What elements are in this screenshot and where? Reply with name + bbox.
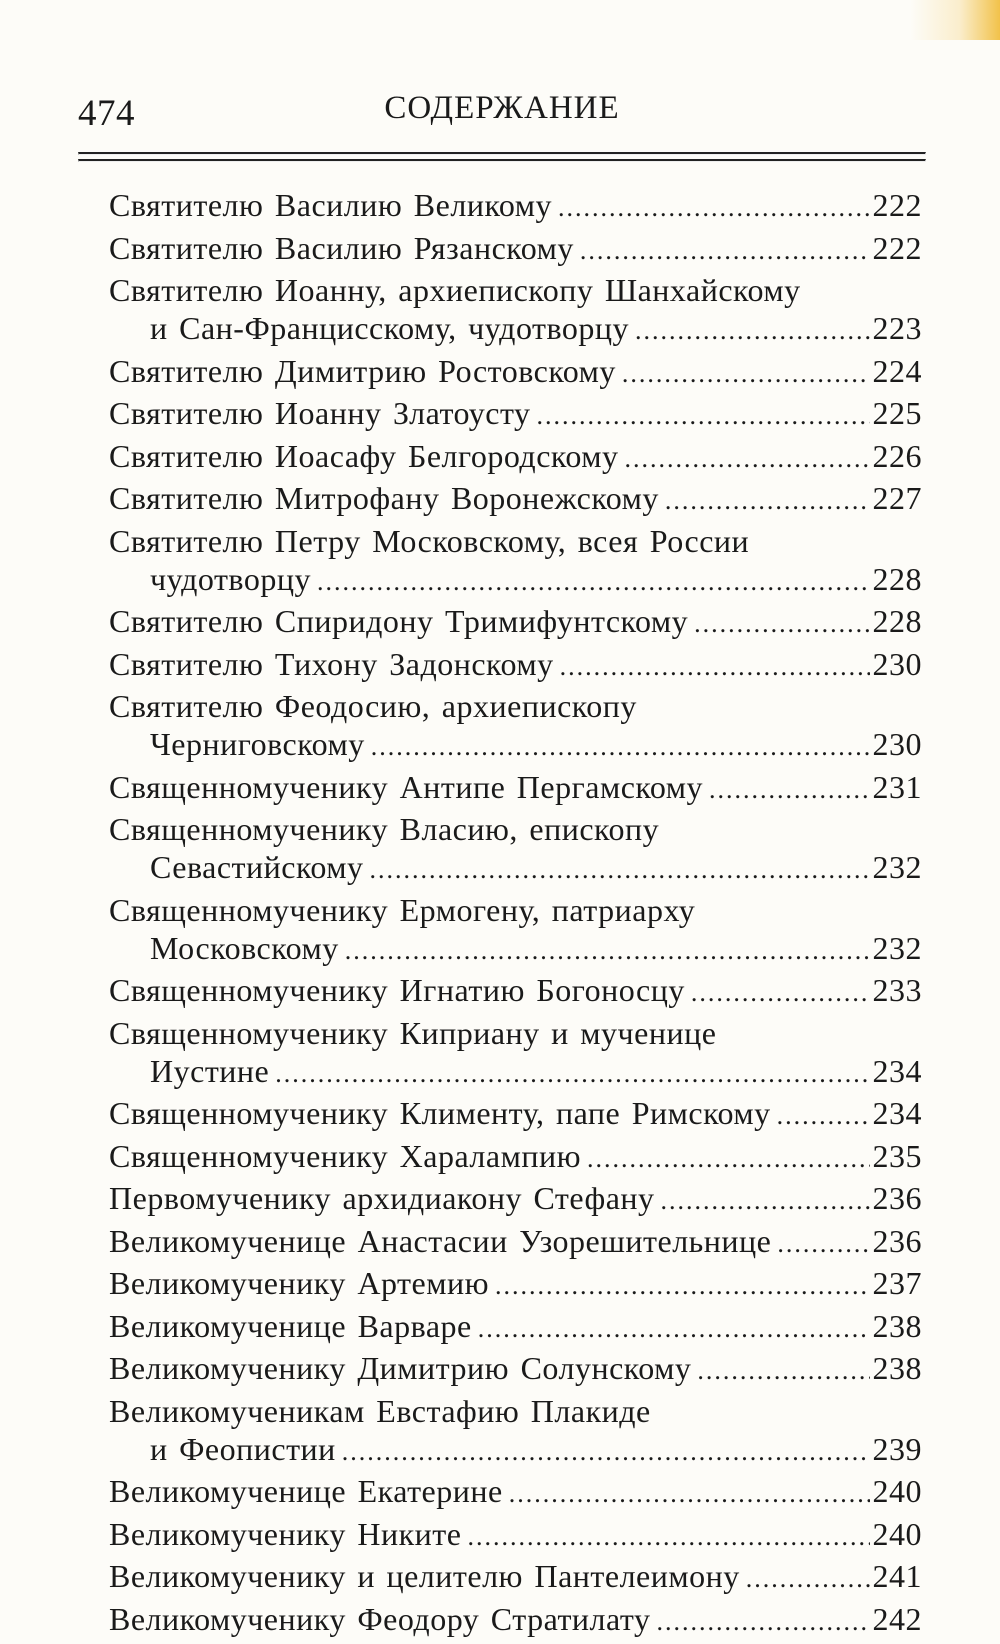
toc-entry-title: Святителю Митрофану Воронежскому	[109, 480, 659, 516]
toc-entry-continuation	[109, 1430, 922, 1471]
dot-leader	[537, 397, 870, 435]
header-rule-bottom	[78, 159, 926, 162]
toc-entry-title: Святителю Иоанну Златоусту	[109, 395, 531, 431]
toc-entry-title: Великомученику Никите	[109, 1515, 462, 1552]
toc-entry	[109, 479, 922, 520]
toc-entry-title: Святителю Василию Рязанскому	[109, 229, 574, 266]
toc-entry	[109, 768, 922, 809]
toc-entry-title-line2: Черниговскому	[150, 726, 365, 762]
toc-entry	[109, 687, 922, 766]
toc-entry-title-line1: Святителю Иоанну, архиепископу Шанхайскому	[109, 272, 801, 308]
dot-leader	[624, 440, 869, 478]
toc-entry	[109, 602, 922, 643]
toc-entry-title: Великомученице Анастасии Узорешительнице	[109, 1222, 772, 1259]
toc-entry-title: Священномученику Клименту, папе Римскому	[109, 1095, 771, 1131]
dot-leader	[587, 1140, 870, 1178]
toc-entry-page: 231	[872, 768, 922, 805]
toc-entry-title-line1: Священномученику Власию, епископу	[109, 811, 660, 847]
toc-entry	[109, 271, 922, 350]
toc-entry-page: 232	[872, 849, 922, 885]
toc-entry-page: 227	[872, 480, 922, 516]
dot-leader	[342, 1433, 870, 1471]
toc-entry	[109, 1094, 922, 1135]
toc-entry	[109, 352, 922, 393]
toc-entry-page: 241	[872, 1558, 922, 1594]
toc-entry-title-line1: Святителю Феодосию, архиепископу	[109, 688, 637, 724]
toc-entry-page: 237	[872, 1265, 922, 1301]
toc-entry-page: 222	[872, 229, 922, 266]
toc-entry	[109, 229, 922, 270]
toc-entry-title: Святителю Димитрию Ростовскому	[109, 352, 616, 389]
header-rule-top	[78, 152, 926, 155]
dot-leader	[656, 1603, 869, 1641]
toc-entry-continuation	[109, 725, 922, 766]
toc-entry	[109, 1600, 922, 1641]
toc-entry-title-line1: Священномученику Ермогену, патриарху	[109, 891, 696, 928]
toc-entry-page: 230	[872, 726, 922, 762]
toc-entry-page: 226	[872, 437, 922, 474]
toc-entry	[109, 1515, 922, 1556]
toc-entry-page: 236	[872, 1180, 922, 1216]
dot-leader	[580, 232, 870, 270]
dot-leader	[558, 189, 870, 227]
toc-entry	[109, 1349, 922, 1390]
toc-entry	[109, 1472, 922, 1513]
toc-entry-continuation	[109, 560, 922, 601]
toc-entry-page: 236	[872, 1222, 922, 1259]
toc-entry-page: 228	[872, 603, 922, 639]
table-of-contents	[78, 186, 926, 1641]
toc-entry-continuation	[109, 848, 922, 889]
toc-entry-title-line2: и Феопистии	[150, 1430, 336, 1467]
toc-entry-title-line2: Севастийскому	[150, 849, 364, 885]
toc-entry	[109, 1392, 922, 1471]
toc-entry-title: Великомученице Варваре	[109, 1307, 472, 1344]
dot-leader	[697, 1352, 869, 1390]
toc-entry-title: Великомученику Димитрию Солунскому	[109, 1350, 692, 1386]
toc-entry-page: 223	[872, 310, 922, 346]
toc-entry-page: 240	[872, 1473, 922, 1509]
toc-entry-page: 224	[872, 352, 922, 389]
dot-leader	[691, 974, 870, 1012]
dot-leader	[622, 355, 870, 393]
toc-entry-page: 233	[872, 972, 922, 1008]
toc-entry-title: Святителю Иоасафу Белгородскому	[109, 437, 619, 474]
dot-leader	[467, 1518, 869, 1556]
toc-entry	[109, 1179, 922, 1220]
dot-leader	[694, 605, 869, 643]
toc-entry-title-line1: Великомученикам Евстафию Плакиде	[109, 1392, 651, 1429]
toc-entry-title: Священномученику Антипе Пергамскому	[109, 768, 703, 805]
dot-leader	[370, 851, 870, 889]
dot-leader	[317, 563, 870, 601]
toc-entry-title-line2: чудотворцу	[150, 560, 311, 597]
toc-entry-page: 238	[872, 1350, 922, 1386]
toc-entry-title-line1: Священномученику Киприану и мученице	[109, 1014, 717, 1051]
toc-entry-title: Великомученику Феодору Стратилату	[109, 1600, 651, 1637]
toc-entry	[109, 1307, 922, 1348]
dot-leader	[777, 1097, 870, 1135]
toc-entry-title-line2: Московскому	[150, 929, 339, 966]
toc-entry-page: 232	[872, 929, 922, 966]
dot-leader	[275, 1055, 869, 1093]
toc-entry-title: Священномученику Игнатию Богоносцу	[109, 972, 685, 1008]
toc-entry-page: 230	[872, 645, 922, 682]
toc-entry-page: 225	[872, 395, 922, 431]
dot-leader	[709, 771, 870, 809]
toc-entry-title: Святителю Спиридону Тримифунтскому	[109, 603, 689, 639]
toc-entry-page: 234	[872, 1095, 922, 1131]
dot-leader	[478, 1310, 870, 1348]
toc-entry-title: Святителю Тихону Задонскому	[109, 645, 554, 682]
toc-entry-title-line2: и Сан-Францисскому, чудотворцу	[150, 310, 630, 346]
toc-entry-title: Священномученику Харалампию	[109, 1137, 581, 1174]
toc-entry-page: 238	[872, 1307, 922, 1344]
toc-entry-page: 242	[872, 1600, 922, 1637]
dot-leader	[635, 312, 869, 350]
page-header	[78, 80, 926, 152]
toc-entry-title-line2: Иустине	[150, 1052, 270, 1089]
toc-entry	[109, 1222, 922, 1263]
dot-leader	[371, 728, 870, 766]
toc-entry	[109, 971, 922, 1012]
toc-entry-continuation	[109, 309, 922, 350]
page-number: 474	[78, 93, 135, 134]
toc-entry-page: 234	[872, 1052, 922, 1089]
toc-entry-page: 239	[872, 1430, 922, 1467]
dot-leader	[345, 932, 870, 970]
toc-entry	[109, 1014, 922, 1093]
toc-entry	[109, 1557, 922, 1598]
toc-entry	[109, 437, 922, 478]
dot-leader	[665, 482, 870, 520]
dot-leader	[746, 1560, 870, 1598]
toc-entry-page: 222	[872, 187, 922, 223]
toc-entry	[109, 810, 922, 889]
toc-entry	[109, 522, 922, 601]
toc-entry	[109, 645, 922, 686]
toc-entry-continuation	[109, 929, 922, 970]
toc-entry-page: 235	[872, 1137, 922, 1174]
dot-leader	[777, 1225, 869, 1263]
book-page	[78, 80, 926, 1642]
page-edge-stain	[910, 0, 1000, 40]
toc-entry-title: Первомученику архидиакону Стефану	[109, 1180, 655, 1216]
dot-leader	[495, 1267, 870, 1305]
toc-entry	[109, 1137, 922, 1178]
dot-leader	[509, 1475, 870, 1513]
toc-entry	[109, 1264, 922, 1305]
toc-entry-title: Великомученику Артемию	[109, 1265, 489, 1301]
toc-entry-title: Великомученице Екатерине	[109, 1473, 503, 1509]
toc-entry	[109, 394, 922, 435]
toc-entry-title: Святителю Василию Великому	[109, 187, 552, 223]
running-title: СОДЕРЖАНИЕ	[384, 90, 620, 126]
toc-entry	[109, 186, 922, 227]
toc-entry-continuation	[109, 1052, 922, 1093]
toc-entry-page: 240	[872, 1515, 922, 1552]
dot-leader	[560, 648, 870, 686]
dot-leader	[661, 1182, 870, 1220]
toc-entry-title: Великомученику и целителю Пантелеимону	[109, 1558, 740, 1594]
toc-entry-title-line1: Святителю Петру Московскому, всея России	[109, 522, 750, 559]
toc-entry-page: 228	[872, 560, 922, 597]
toc-entry	[109, 891, 922, 970]
